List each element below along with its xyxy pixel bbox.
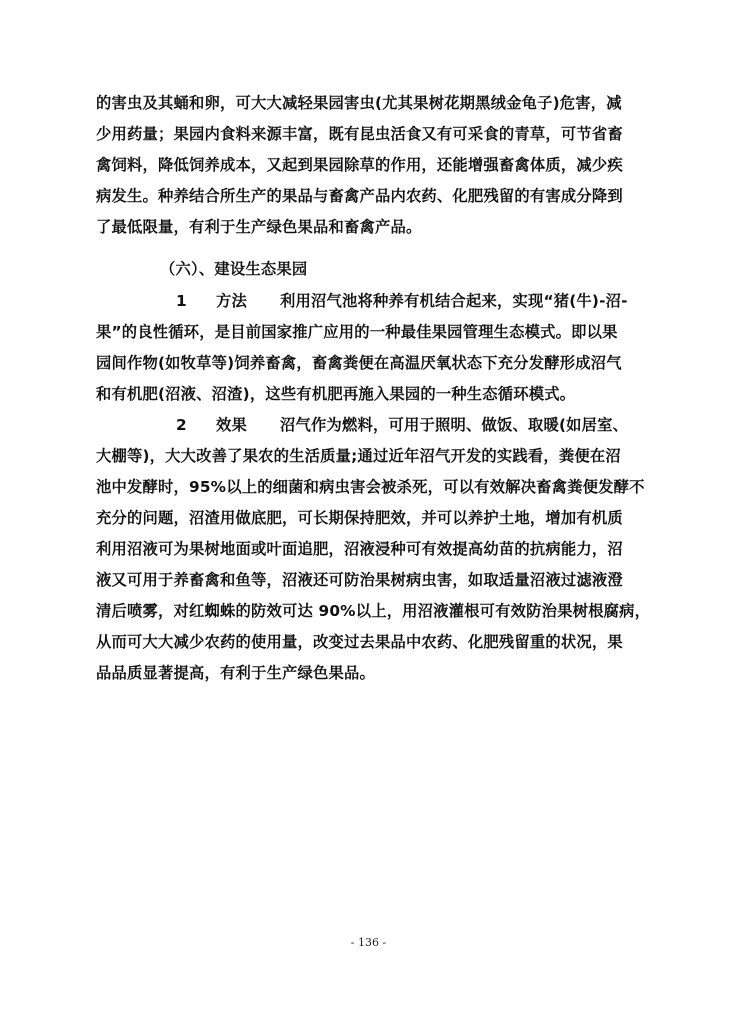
text-line: 园间作物(如牧草等)饲养畜禽，畜禽粪便在高温厌氧状态下充分发酵形成沼气	[96, 354, 622, 372]
item-first-line-text: 沼气作为燃料，可用于照明、做饭、取暖(如居室、	[280, 416, 629, 434]
item-term: 效果	[216, 416, 247, 434]
page-number: - 136 -	[350, 936, 387, 949]
section-heading: （六）、建设生态果园	[160, 260, 308, 278]
paragraph-livestock-benefits	[96, 88, 644, 243]
paragraph-effect	[96, 410, 651, 689]
item-first-line-text: 利用沼气池将种养有机结合起来，实现“猪(牛)-沼-	[280, 292, 628, 310]
text-line: 池中发酵时，95%以上的细菌和病虫害会被杀死，可以有效解决畜禽粪便发酵不	[96, 478, 645, 496]
section-heading-block	[96, 254, 644, 285]
paragraph-method	[96, 286, 644, 410]
text-line: 的害虫及其蛹和卵，可大大减轻果园害虫(尤其果树花期黑绒金龟子)危害，减	[96, 94, 622, 112]
text-line: 充分的问题，沼渣用做底肥，可长期保持肥效，并可以养护土地，增加有机质	[96, 509, 623, 527]
text-line: 果”的良性循环，是目前国家推广应用的一种最佳果园管理生态模式。即以果	[96, 323, 618, 341]
text-line: 品品质显著提高，有利于生产绿色果品。	[96, 664, 375, 682]
text-line: 大棚等)，大大改善了果农的生活质量;通过近年沼气开发的实践看，粪便在沼	[96, 447, 621, 465]
text-line: 和有机肥(沼液、沼渣)，这些有机肥再施入果园的一种生态循环模式。	[96, 385, 576, 403]
item-first-line	[96, 410, 644, 441]
text-line: 从而可大大减少农药的使用量，改变过去果品中农药、化肥残留重的状况，果	[96, 633, 623, 651]
item-first-line	[96, 286, 644, 317]
text-line: 液又可用于养畜禽和鱼等，沼液还可防治果树病虫害，如取适量沼液过滤液澄	[96, 571, 623, 589]
text-line: 清后喷雾，对红蜘蛛的防效可达 90%以上，用沼液灌根可有效防治果树根腐病，	[96, 602, 651, 620]
item-number: 2	[176, 416, 187, 434]
text-line: 利用沼液可为果树地面或叶面追肥，沼液浸种可有效提高幼苗的抗病能力，沼	[96, 540, 623, 558]
item-term: 方法	[216, 292, 247, 310]
item-number: 1	[176, 292, 187, 310]
text-line: 禽饲料，降低饲养成本，又起到果园除草的作用，还能增强畜禽体质，减少疾	[96, 156, 623, 174]
text-line: 了最低限量，有利于生产绿色果品和畜禽产品。	[96, 218, 422, 236]
text-line: 少用药量；果园内食料来源丰富，既有昆虫活食又有可采食的青草，可节省畜	[96, 125, 623, 143]
text-line: 病发生。种养结合所生产的果品与畜禽产品内农药、化肥残留的有害成分降到	[96, 187, 623, 205]
